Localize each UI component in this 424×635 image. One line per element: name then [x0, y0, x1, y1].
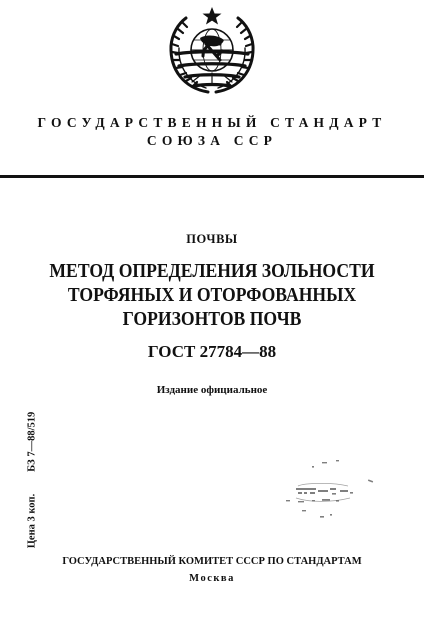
- document-title-line-3: ГОРИЗОНТОВ ПОЧВ: [122, 308, 302, 330]
- document-title-line-1: МЕТОД ОПРЕДЕЛЕНИЯ ЗОЛЬНОСТИ: [49, 260, 375, 282]
- catalog-code: БЗ 7—88/519: [26, 411, 38, 472]
- standard-title-line-2: СОЮЗА ССР: [146, 133, 278, 148]
- standard-title-line-1: ГОСУДАРСТВЕННЫЙ СТАНДАРТ: [37, 115, 387, 130]
- price-label: Цена 3 коп.: [26, 493, 38, 549]
- publisher-city: Москва: [189, 573, 235, 584]
- document-title-line-2: ТОРФЯНЫХ И ОТОРФОВАННЫХ: [67, 284, 357, 306]
- document-subject: ПОЧВЫ: [186, 232, 238, 246]
- committee-name: ГОСУДАРСТВЕННЫЙ КОМИТЕТ СССР ПО СТАНДАРТАМ: [62, 556, 362, 567]
- side-label-text: [27, 412, 38, 549]
- edition-note: Издание официальное: [156, 384, 268, 396]
- library-stamp-icon: [274, 456, 384, 526]
- gost-code: ГОСТ 27784—88: [147, 342, 277, 361]
- ussr-state-emblem-icon: [162, 4, 262, 102]
- horizontal-divider: [0, 175, 424, 178]
